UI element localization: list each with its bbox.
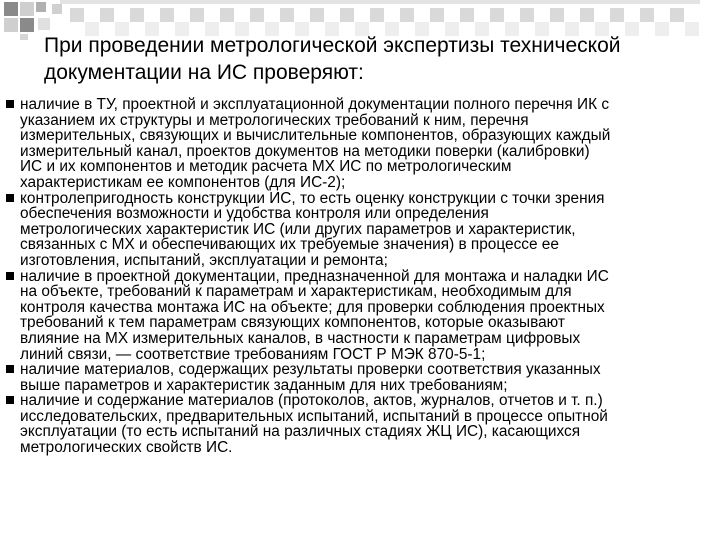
list-item-line: наличие в ТУ, проектной и эксплуатационной документации полного перечня ИК с <box>20 96 610 113</box>
list-item-line: изготовления, испытаний, эксплуатации и ремонта; <box>20 251 388 269</box>
list-item <box>6 362 712 393</box>
list-item-line: наличие материалов, содержащих результаты проверки соответствия указанных <box>20 361 601 379</box>
list-item-line: эксплуатации (то есть испытаний на различных стадиях ЖЦ ИС), касающихся <box>20 423 581 441</box>
square-bullet-icon <box>6 272 14 280</box>
list-item-line: наличие и содержание материалов (протоколов, актов, журналов, отчетов и т. п.) <box>20 392 603 410</box>
list-item-line: измерительный канал, проектов документов на методики поверки (калибровки) <box>20 142 590 160</box>
list-item-line: требований к тем параметрам связующих компонентов, которые оказывают <box>20 314 565 332</box>
list-item <box>6 269 712 363</box>
slide-title-line: При проведении метрологической экспертизы технической <box>44 34 621 57</box>
list-item <box>6 393 712 455</box>
slide-title <box>44 32 704 86</box>
list-item <box>6 97 712 191</box>
list-item-line: обеспечения возможности и удобства контроля или определения <box>20 205 489 223</box>
list-item-line: наличие в проектной документации, предназначенной для монтажа и наладки ИС <box>20 267 609 285</box>
square-bullet-icon <box>6 194 14 202</box>
bullet-list <box>6 97 712 456</box>
list-item-line: ИС и их компонентов и методик расчета МХ ИС по метрологическим <box>20 158 512 176</box>
list-item-line: метрологических характеристик ИС (или других параметров и характеристик, <box>20 220 576 238</box>
list-item-line: линий связи, — соответствие требованиям ГОСТ Р МЭК 870-5-1; <box>20 345 486 363</box>
slide-title-line: документации на ИС проверяют: <box>44 61 364 84</box>
list-item-line: измерительных, связующих и вычислительные компонентов, образующих каждый <box>20 127 611 145</box>
list-item <box>6 191 712 269</box>
list-item-line: связанных с МХ и обеспечивающих их требуемые значения) в процессе ее <box>20 236 559 254</box>
square-bullet-icon <box>6 396 14 404</box>
list-item-line: контроля качества монтажа ИС на объекте; для проверки соблюдения проектных <box>20 298 605 316</box>
list-item-line: метрологических свойств ИС. <box>20 439 233 457</box>
square-bullet-icon <box>6 365 14 373</box>
square-bullet-icon <box>6 100 14 108</box>
list-item-line: характеристикам ее компонентов (для ИС-2); <box>20 173 346 191</box>
list-item-line: указанием их структуры и метрологических требований к ним, перечня <box>20 111 529 129</box>
list-item-line: на объекте, требований к параметрам и характеристикам, необходимым для <box>20 283 572 301</box>
list-item-line: исследовательских, предварительных испытаний, испытаний в процессе опытной <box>20 407 608 425</box>
list-item-line: выше параметров и характеристик заданным для них требованиям; <box>20 376 508 394</box>
list-item-line: влияние на МХ измерительных каналов, в частности к параметрам цифровых <box>20 329 581 347</box>
list-item-line: контролепригодность конструкции ИС, то есть оценку конструкции с точки зрения <box>20 189 605 207</box>
